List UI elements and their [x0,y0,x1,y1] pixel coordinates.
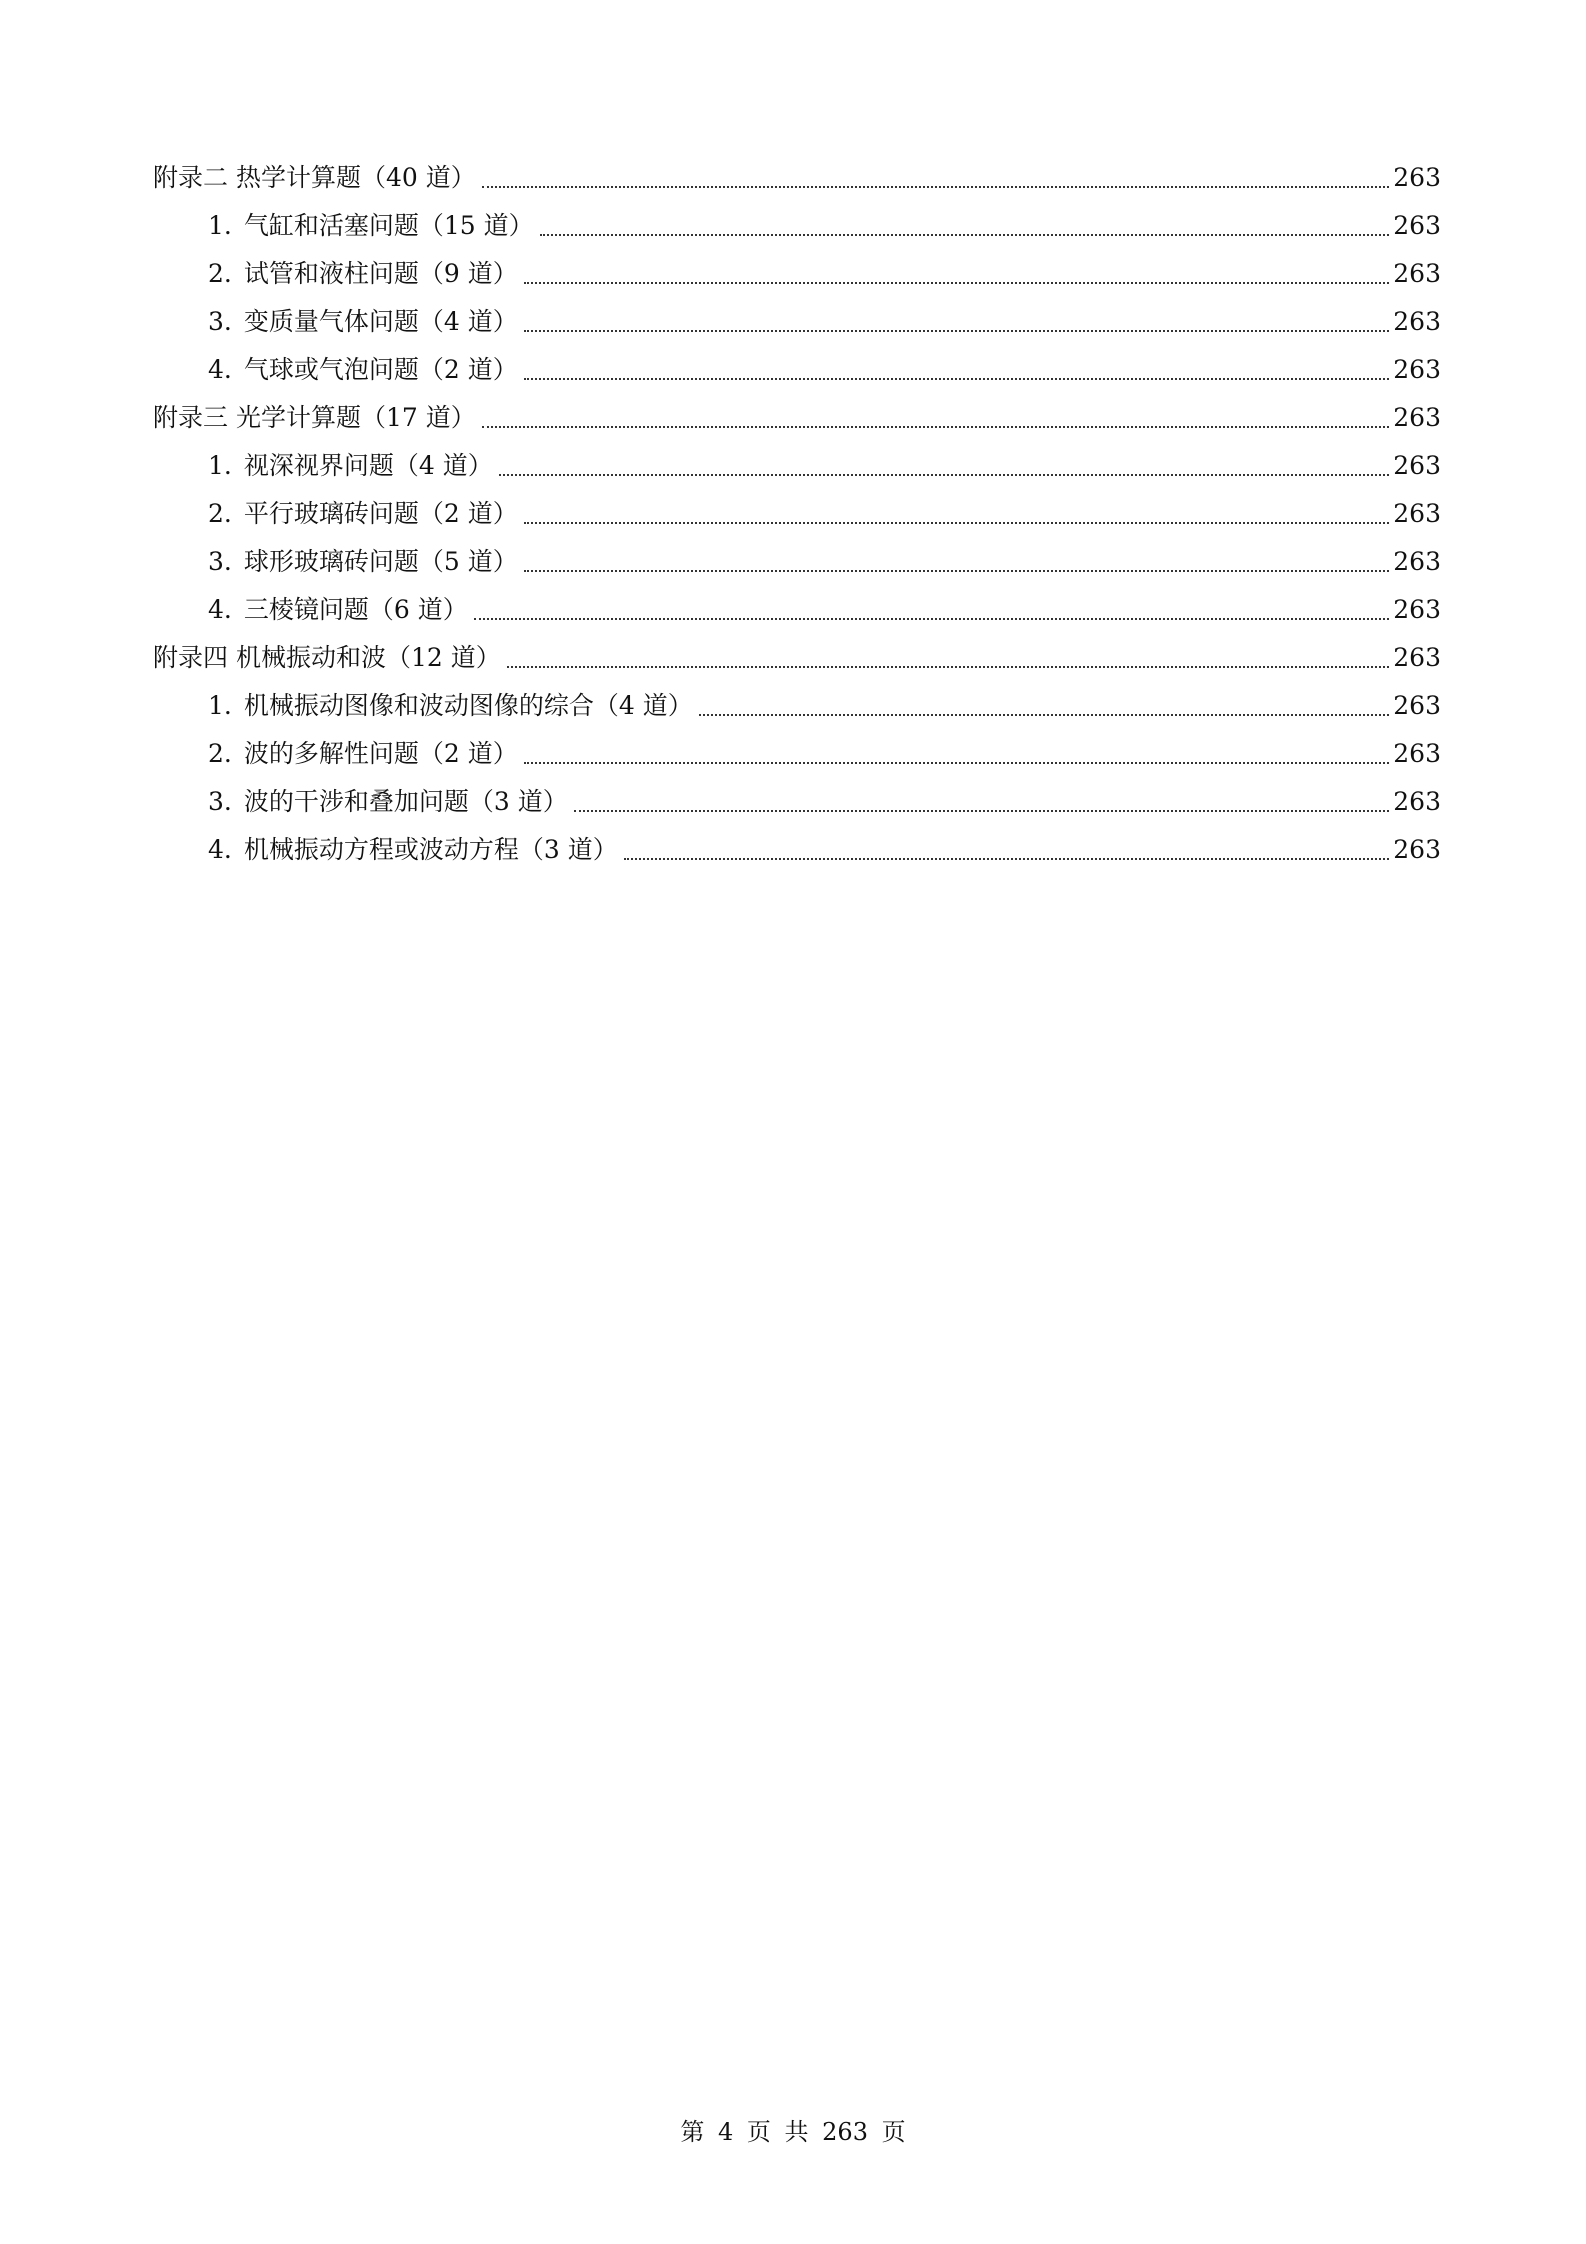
table-of-contents [153,154,1441,874]
dot-leader [574,778,1390,826]
toc-entry[interactable] [153,778,1441,826]
toc-entry-page: 263 [1393,451,1441,480]
toc-entry-number: 2. [208,739,232,768]
dot-leader [499,442,1390,490]
toc-entry[interactable] [153,442,1441,490]
toc-entry-page: 263 [1393,355,1441,384]
dot-leader [624,826,1390,874]
toc-entry[interactable] [153,682,1441,730]
toc-entry-number: 2. [208,499,232,528]
toc-entry[interactable] [153,538,1441,586]
dot-leader [474,586,1390,634]
toc-entry-page: 263 [1393,307,1441,336]
dot-leader [524,490,1390,538]
toc-entry-page: 263 [1393,691,1441,720]
toc-entry-number: 4. [208,835,232,864]
dot-leader [482,394,1390,442]
toc-entry-title: 机械振动图像和波动图像的综合（4 道） [243,691,693,720]
toc-entry-title: 视深视界问题（4 道） [243,451,493,480]
toc-entry[interactable] [153,250,1441,298]
toc-entry-page: 263 [1393,787,1441,816]
dot-leader [524,346,1390,394]
toc-entry-title: 附录二 热学计算题（40 道） [153,163,476,192]
toc-entry-number: 4. [208,595,232,624]
toc-entry-title: 机械振动方程或波动方程（3 道） [243,835,618,864]
toc-entry-title: 附录四 机械振动和波（12 道） [153,643,501,672]
toc-entry-title: 变质量气体问题（4 道） [243,307,518,336]
toc-entry-page: 263 [1393,211,1441,240]
toc-entry-number: 2. [208,259,232,288]
toc-entry[interactable] [153,394,1441,442]
toc-entry-number: 1. [208,211,232,240]
toc-entry-title: 附录三 光学计算题（17 道） [153,403,476,432]
toc-entry-title: 球形玻璃砖问题（5 道） [243,547,518,576]
toc-entry-number: 1. [208,451,232,480]
toc-entry-title: 三棱镜问题（6 道） [243,595,468,624]
dot-leader [482,154,1390,202]
toc-entry-page: 263 [1393,835,1441,864]
toc-entry-title: 平行玻璃砖问题（2 道） [243,499,518,528]
toc-entry-title: 波的多解性问题（2 道） [243,739,518,768]
toc-entry-page: 263 [1393,403,1441,432]
toc-entry-page: 263 [1393,163,1441,192]
toc-entry-title: 气球或气泡问题（2 道） [243,355,518,384]
toc-entry[interactable] [153,586,1441,634]
dot-leader [507,634,1390,682]
toc-entry-number: 3. [208,787,232,816]
toc-entry[interactable] [153,490,1441,538]
toc-entry-title: 试管和液柱问题（9 道） [243,259,518,288]
page-footer: 第 4 页 共 263 页 [680,2118,906,2146]
dot-leader [524,250,1390,298]
dot-leader [524,538,1390,586]
toc-entry[interactable] [153,634,1441,682]
toc-entry-number: 3. [208,307,232,336]
toc-entry-page: 263 [1393,739,1441,768]
toc-entry[interactable] [153,202,1441,250]
toc-entry[interactable] [153,730,1441,778]
toc-entry-page: 263 [1393,499,1441,528]
dot-leader [524,298,1390,346]
toc-entry[interactable] [153,826,1441,874]
toc-entry-number: 4. [208,355,232,384]
toc-entry-number: 3. [208,547,232,576]
toc-entry-title: 波的干涉和叠加问题（3 道） [243,787,568,816]
toc-entry-title: 气缸和活塞问题（15 道） [243,211,534,240]
dot-leader [524,730,1390,778]
toc-entry-page: 263 [1393,547,1441,576]
dot-leader [699,682,1390,730]
toc-entry-page: 263 [1393,643,1441,672]
toc-entry[interactable] [153,154,1441,202]
toc-entry-number: 1. [208,691,232,720]
toc-entry-page: 263 [1393,259,1441,288]
toc-entry[interactable] [153,298,1441,346]
toc-entry[interactable] [153,346,1441,394]
toc-entry-page: 263 [1393,595,1441,624]
dot-leader [540,202,1390,250]
